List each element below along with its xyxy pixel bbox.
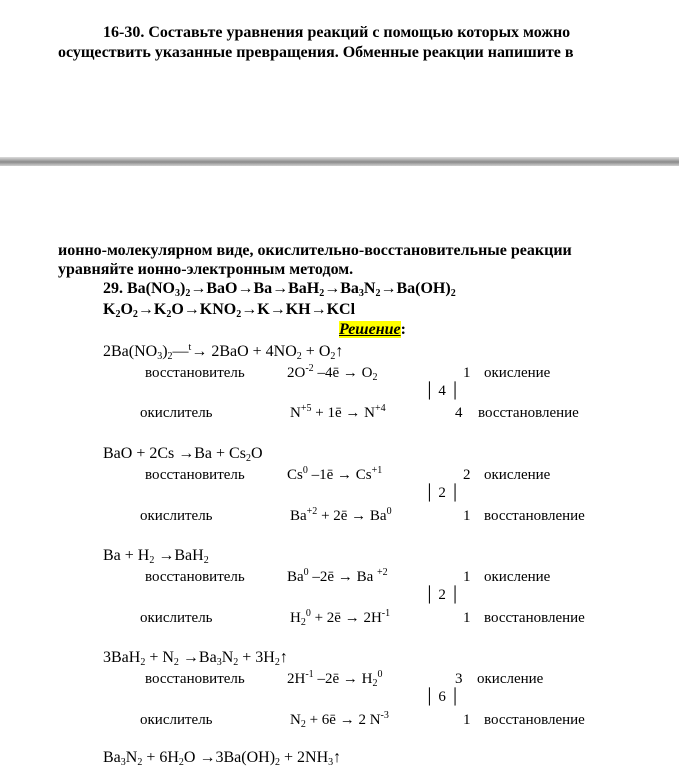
formula-text: 3BaH bbox=[103, 649, 141, 666]
formula-text: 2H bbox=[287, 671, 306, 687]
formula-text: Ba + H bbox=[103, 547, 150, 564]
reducer-label: восстановитель bbox=[145, 671, 245, 687]
oxidation-coefficient: 1 bbox=[463, 365, 471, 381]
oxidation-label: окисление bbox=[477, 671, 544, 687]
formula-text: →K→KH→KCl bbox=[241, 301, 356, 318]
formula-text: Ba(NO bbox=[127, 280, 175, 297]
formula-text: ↑ bbox=[333, 749, 342, 766]
formula-text: ↑ bbox=[335, 343, 344, 360]
formula-text: N bbox=[363, 280, 376, 297]
reduction-coefficient: 1 bbox=[463, 508, 471, 524]
reduction-label: восстановление bbox=[484, 610, 585, 626]
electron-lcm: │ 4 │ bbox=[424, 383, 461, 399]
subscript: 2 bbox=[166, 309, 172, 320]
formula-text: + 2ē → 2H bbox=[310, 610, 382, 626]
task-29-chain-line-1 bbox=[103, 280, 456, 298]
subscript: 2 bbox=[137, 757, 143, 768]
chain-formula bbox=[103, 301, 355, 318]
task-29-chain-line-2 bbox=[103, 301, 355, 319]
superscript: 0 bbox=[305, 608, 311, 619]
formula-text: O→KNO bbox=[171, 301, 237, 318]
subscript: 2 bbox=[173, 657, 179, 668]
subscript: 2 bbox=[372, 678, 378, 689]
oxidizer-label: окислитель bbox=[140, 712, 213, 728]
superscript: -1 bbox=[381, 608, 391, 619]
reaction-equation bbox=[103, 343, 343, 361]
subscript: 2 bbox=[372, 372, 378, 383]
subscript: 2 bbox=[275, 757, 281, 768]
subscript: 2 bbox=[149, 555, 155, 566]
solution-heading: Решение: bbox=[339, 321, 406, 338]
formula-text: + 3H bbox=[238, 649, 275, 666]
formula-text: →Ba bbox=[324, 280, 359, 297]
reaction-equation bbox=[103, 445, 263, 463]
formula-text: Ba bbox=[290, 508, 307, 524]
formula-text: →BaH bbox=[154, 547, 204, 564]
subscript: 3 bbox=[175, 288, 180, 299]
formula-text: →Ba bbox=[178, 649, 217, 666]
formula-text: N bbox=[290, 405, 301, 421]
formula-text: Ba bbox=[103, 749, 121, 766]
superscript: +2 bbox=[377, 567, 388, 578]
oxidation-half-reaction bbox=[287, 365, 377, 382]
formula-text: + 2NH bbox=[280, 749, 329, 766]
oxidation-half-reaction bbox=[287, 467, 382, 484]
solution-label: Решение bbox=[339, 321, 401, 338]
electron-lcm: │ 2 │ bbox=[424, 485, 461, 501]
oxidation-half-reaction bbox=[287, 569, 388, 586]
subscript: 2 bbox=[115, 309, 121, 320]
subscript: 3 bbox=[358, 288, 364, 299]
subscript: 2 bbox=[185, 288, 191, 299]
formula-text: –2ē → H bbox=[313, 671, 373, 687]
subscript: 3 bbox=[120, 757, 126, 768]
subscript: 2 bbox=[375, 288, 381, 299]
task-heading-line-1: 16-30. Составьте уравнения реакций с помощью которых можно bbox=[103, 24, 571, 41]
task-heading-line-2: осуществить указанные превращения. Обменные реакции напишите в bbox=[58, 44, 574, 61]
formula-text: — bbox=[172, 343, 189, 360]
formula-text: ) bbox=[162, 343, 168, 360]
formula-text: + 2ē → Ba bbox=[317, 508, 387, 524]
formula-text: –1ē → Cs bbox=[307, 467, 372, 483]
subscript: 2 bbox=[450, 288, 456, 299]
subscript: 2 bbox=[274, 657, 280, 668]
reduction-label: восстановление bbox=[484, 712, 585, 728]
subscript: 2 bbox=[300, 719, 306, 730]
superscript: t bbox=[188, 342, 192, 353]
formula-text: N bbox=[125, 749, 138, 766]
subscript: 2 bbox=[178, 757, 184, 768]
formula-text: + 6H bbox=[142, 749, 179, 766]
superscript: +1 bbox=[371, 465, 383, 476]
reduction-coefficient: 4 bbox=[455, 405, 463, 421]
subscript: 3 bbox=[216, 657, 222, 668]
formula-text: Ba bbox=[287, 569, 304, 585]
subscript: 2 bbox=[233, 657, 239, 668]
formula-text: + N bbox=[145, 649, 174, 666]
formula-text: O →3Ba(OH) bbox=[183, 749, 276, 766]
formula-text: + 1ē → N bbox=[311, 405, 375, 421]
reduction-half-reaction bbox=[290, 610, 390, 627]
reduction-half-reaction bbox=[290, 712, 389, 729]
reducer-label: восстановитель bbox=[145, 467, 245, 483]
task-heading-line-3: ионно-молекулярном виде, окислительно-восстановительные реакции bbox=[58, 242, 572, 259]
formula-text: 2Ba(NO bbox=[103, 343, 158, 360]
subscript: 2 bbox=[245, 453, 251, 464]
superscript: -2 bbox=[305, 363, 314, 374]
formula-text: BaO + 2Cs →Ba + Cs bbox=[103, 445, 246, 462]
reducer-label: восстановитель bbox=[145, 365, 245, 381]
subscript: 2 bbox=[296, 351, 302, 362]
superscript: -3 bbox=[380, 710, 389, 721]
electron-lcm: │ 6 │ bbox=[424, 689, 461, 705]
formula-text: –4ē → O bbox=[313, 365, 373, 381]
oxidation-label: окисление bbox=[484, 365, 551, 381]
superscript: 0 bbox=[377, 669, 383, 680]
subscript: 2 bbox=[132, 309, 138, 320]
reduction-label: восстановление bbox=[478, 405, 579, 421]
page-break-divider bbox=[0, 157, 679, 166]
formula-text: K bbox=[103, 301, 116, 318]
formula-text: N bbox=[221, 649, 234, 666]
task-heading-line-4: уравняйте ионно-электронным методом. bbox=[58, 261, 354, 278]
superscript: +2 bbox=[306, 506, 318, 517]
subscript: 3 bbox=[157, 351, 163, 362]
electron-lcm: │ 2 │ bbox=[424, 587, 461, 603]
superscript: 0 bbox=[303, 567, 309, 578]
oxidizer-label: окислитель bbox=[140, 610, 213, 626]
subscript: 2 bbox=[330, 351, 336, 362]
subscript: 2 bbox=[167, 351, 173, 362]
formula-text: + 6ē → 2 N bbox=[305, 712, 381, 728]
reaction-equation bbox=[103, 547, 209, 565]
oxidizer-label: окислитель bbox=[140, 405, 213, 421]
formula-text: →K bbox=[137, 301, 167, 318]
reduction-label: восстановление bbox=[484, 508, 585, 524]
oxidation-label: окисление bbox=[484, 467, 551, 483]
subscript: 2 bbox=[203, 555, 209, 566]
formula-text: + O bbox=[301, 343, 331, 360]
reducer-label: восстановитель bbox=[145, 569, 245, 585]
superscript: 0 bbox=[302, 465, 308, 476]
oxidation-label: окисление bbox=[484, 569, 551, 585]
formula-text: →BaO→Ba→BaH bbox=[190, 280, 320, 297]
formula-text: N bbox=[290, 712, 301, 728]
formula-text: –2ē → Ba bbox=[308, 569, 377, 585]
subscript: 2 bbox=[300, 617, 306, 628]
formula-text: O bbox=[250, 445, 263, 462]
subscript: 2 bbox=[140, 657, 146, 668]
formula-text: H bbox=[290, 610, 301, 626]
superscript: +4 bbox=[374, 403, 386, 414]
subscript: 2 bbox=[319, 288, 325, 299]
formula-text: ↑ bbox=[279, 649, 288, 666]
subscript: 3 bbox=[328, 757, 334, 768]
superscript: 0 bbox=[386, 506, 392, 517]
chain-formula bbox=[127, 280, 456, 297]
formula-text: → 2BaO + 4NO bbox=[191, 343, 297, 360]
oxidizer-label: окислитель bbox=[140, 508, 213, 524]
oxidation-half-reaction bbox=[287, 671, 382, 688]
oxidation-coefficient: 3 bbox=[455, 671, 463, 687]
reaction-equation bbox=[103, 749, 341, 767]
reduction-coefficient: 1 bbox=[463, 610, 471, 626]
formula-text: O bbox=[120, 301, 133, 318]
task-number: 29. bbox=[103, 280, 123, 297]
subscript: 2 bbox=[236, 309, 242, 320]
formula-text: ) bbox=[180, 280, 186, 297]
reduction-coefficient: 1 bbox=[463, 712, 471, 728]
superscript: +5 bbox=[300, 403, 312, 414]
formula-text: 2O bbox=[287, 365, 306, 381]
oxidation-coefficient: 2 bbox=[463, 467, 471, 483]
superscript: -1 bbox=[305, 669, 314, 680]
reaction-equation bbox=[103, 649, 288, 667]
reduction-half-reaction bbox=[290, 405, 386, 422]
formula-text: Cs bbox=[287, 467, 303, 483]
formula-text: →Ba(OH) bbox=[380, 280, 451, 297]
reduction-half-reaction bbox=[290, 508, 392, 525]
oxidation-coefficient: 1 bbox=[463, 569, 471, 585]
